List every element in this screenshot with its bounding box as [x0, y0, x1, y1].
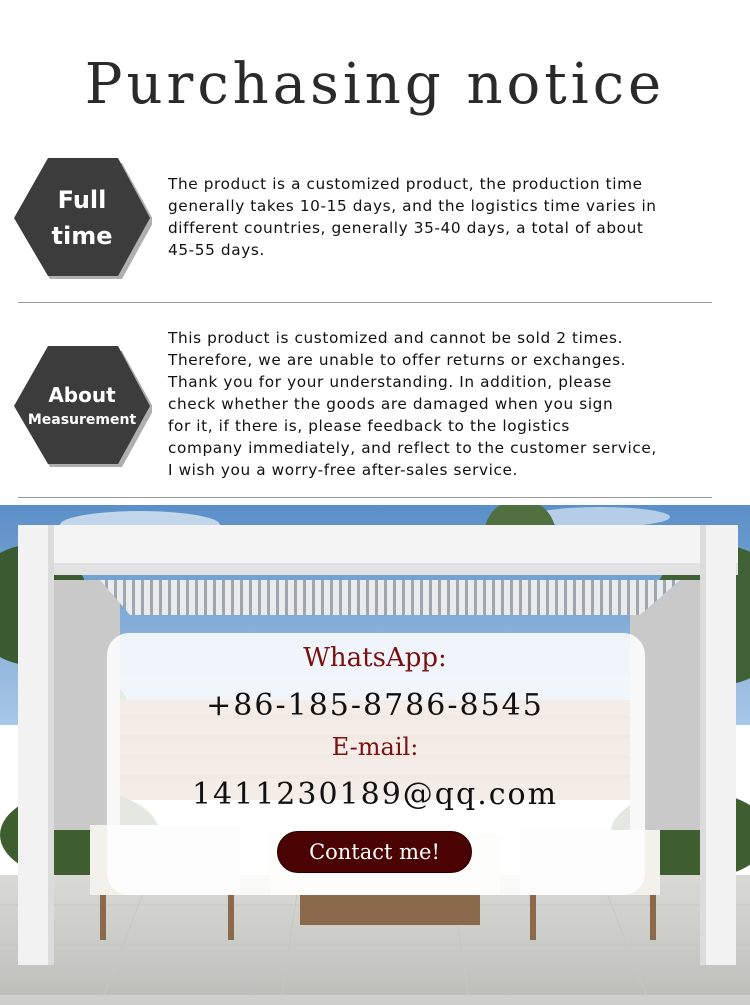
section-divider — [18, 497, 712, 498]
text-line: for it, if there is, please feedback to the logistics — [168, 417, 570, 435]
whatsapp-label: WhatsApp: — [303, 643, 447, 673]
text-line: company immediately, and reflect to the customer service, — [168, 439, 657, 457]
section-divider — [18, 302, 712, 303]
badge-label — [12, 344, 152, 468]
badge-line-1: About — [48, 383, 116, 407]
email-label: E-mail: — [331, 733, 419, 761]
badge-about-measurement — [12, 344, 152, 468]
badge-line-2: Measurement — [27, 412, 137, 428]
notice-text-production — [168, 173, 688, 261]
badge-label — [12, 156, 152, 280]
text-line: 45-55 days. — [168, 241, 265, 259]
text-line: The product is a customized product, the production time — [168, 175, 643, 193]
text-line: different countries, generally 35-40 days, a total of about — [168, 219, 644, 237]
notice-text-measurement — [168, 327, 688, 481]
contact-me-button[interactable]: Contact me! — [277, 831, 472, 873]
email-address[interactable]: 1411230189@qq.com — [191, 777, 559, 812]
badge-full-time — [12, 156, 152, 280]
text-line: check whether the goods are damaged when you sign — [168, 395, 614, 413]
text-line: This product is customized and cannot be sold 2 times. — [168, 329, 624, 347]
text-line: Thank you for your understanding. In addition, please — [168, 373, 612, 391]
text-line: generally takes 10-15 days, and the logistics time varies in — [168, 197, 657, 215]
text-line: I wish you a worry-free after-sales service. — [168, 461, 518, 479]
text-line: Therefore, we are unable to offer returns or exchanges. — [168, 351, 627, 369]
badge-line-2: time — [51, 222, 113, 250]
page-title: Purchasing notice — [84, 52, 666, 117]
badge-line-1: Full — [57, 186, 107, 214]
whatsapp-number[interactable]: +86-185-8786-8545 — [206, 688, 544, 723]
